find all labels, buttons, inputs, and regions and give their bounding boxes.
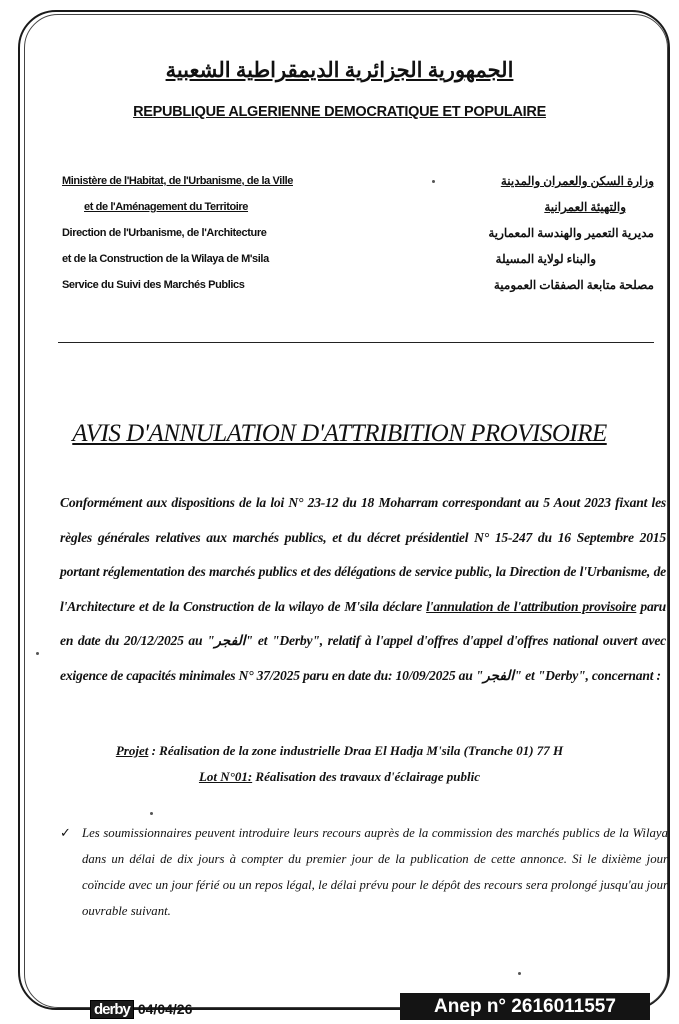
recours-text: Les soumissionnaires peuvent introduire leurs recours auprès de la commission des marchés publics de la Wilaya dans un délai de dix jours à compter du premier jour de la publication de cette annonce. Si le dixième jour coïncide avec un jour férié ou un repos légal, le délai prévu pour le dépôt des recours sera prolongé jusqu'au jour ouvrable suivant.	[82, 826, 668, 918]
direction-line-2: et de la Construction de la Wilaya de M'sila	[62, 253, 269, 265]
arabic-state-title: الجمهورية الجزائرية الديمقراطية الشعبية	[165, 58, 514, 82]
derby-logo: derby	[90, 1000, 134, 1019]
project-line	[0, 738, 679, 764]
service-line-ar: مصلحة متابعة الصفقات العمومية	[493, 278, 654, 292]
body-text-2: paru en date du 20/12/2025 au "الفجر" et "Derby", relatif à l'appel d'offres d'appel d'offres national ouvert avec exigence de capacités minimales N° 37/2025 paru en date du: 10/09/2025 au "الفجر" et "Derby", concernant :	[60, 598, 666, 683]
body-text: Conformément aux dispositions de la loi N° 23-12 du 18 Moharram correspondant au 5 Aout 2023 fixant les règles générales relatives aux marchés publics, et du décret présidentiel N° 15-247 du 16 Septembre 2015 portant réglementation des marchés publics et des délégations de service public, la Direction de l'Urbanisme, de l'Architecture et de la Construction de la wilayo de M'sila déclare	[60, 495, 666, 614]
lot-line	[0, 764, 679, 790]
project-block	[0, 738, 679, 790]
ministry-line-ar: وزارة السكن والعمران والمدينة	[500, 174, 654, 188]
lot-label: Lot N°01:	[198, 769, 253, 784]
anep-reference: Anep n° 2616011557	[400, 993, 650, 1020]
ministry-block-french	[62, 168, 312, 298]
notice-body	[60, 486, 666, 693]
notice-title: AVIS D'ANNULATION D'ATTRIBITION PROVISOIRE	[72, 420, 607, 447]
scan-speck	[432, 180, 435, 183]
direction-line-ar-2: والبناء لولاية المسيلة	[495, 252, 596, 266]
ministry-line-ar-2: والتهيئة العمرانية	[544, 200, 626, 214]
checkmark-icon: ✓	[60, 826, 71, 840]
direction-line: Direction de l'Urbanisme, de l'Architecture	[62, 227, 267, 239]
scan-speck	[518, 972, 521, 975]
ministry-block-arabic	[404, 168, 654, 298]
body-underlined-text: l'annulation de l'attribution provisoire	[426, 598, 637, 614]
scan-speck	[150, 812, 153, 815]
ministry-line-2: et de l'Aménagement du Territoire	[84, 201, 249, 213]
project-text: : Réalisation de la zone industrielle Draa El Hadja M'sila (Tranche 01) 77 H	[148, 743, 564, 758]
service-line: Service du Suivi des Marchés Publics	[62, 279, 245, 291]
french-state-title: REPUBLIQUE ALGERIENNE DEMOCRATIQUE ET POPULAIRE	[133, 104, 546, 120]
project-label: Projet	[115, 743, 149, 758]
newspaper-mark	[90, 999, 192, 1019]
direction-line-ar: مديرية التعمير والهندسة المعمارية	[488, 226, 654, 240]
ministry-line: Ministère de l'Habitat, de l'Urbanisme, de la Ville	[62, 175, 293, 187]
header-divider	[58, 342, 654, 343]
publication-date: 04/04/26	[137, 1001, 193, 1017]
scan-speck	[36, 652, 39, 655]
recours-paragraph	[60, 820, 668, 924]
lot-text: Réalisation des travaux d'éclairage public	[252, 769, 481, 784]
